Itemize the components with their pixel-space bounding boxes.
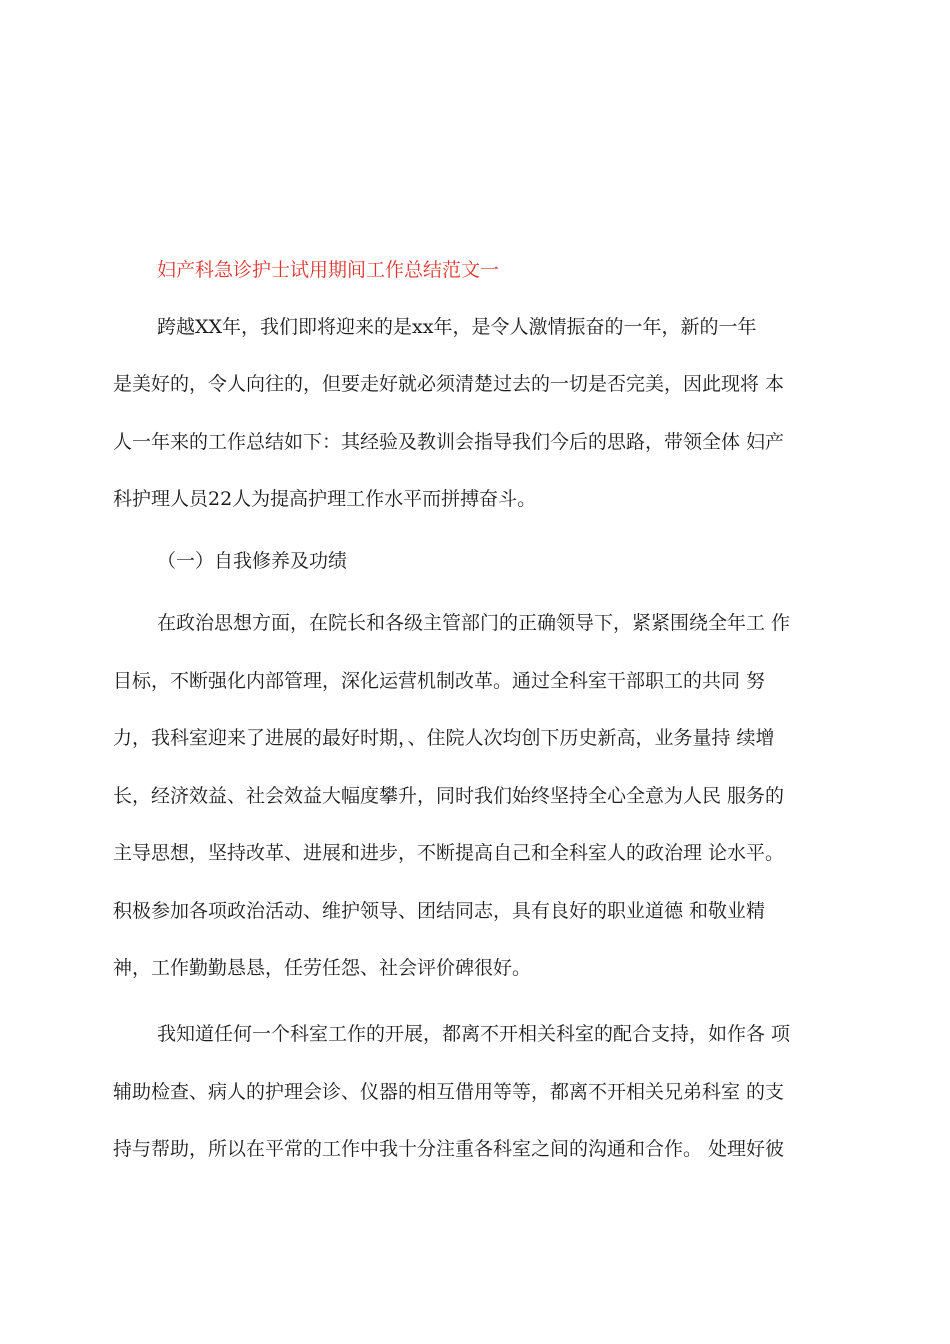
paragraph-1-line-2: 是美好的，令人向往的，但要走好就必须清楚过去的一切是否完美，因此现将 本 bbox=[113, 373, 785, 395]
paragraph-1-line-4: 科护理人员22人为提高护理工作水平而拼搏奋斗。 bbox=[113, 488, 537, 510]
document-title: 妇产科急诊护士试用期间工作总结范文一 bbox=[157, 259, 500, 281]
paragraph-2-line-6: 积极参加各项政治活动、维护领导、团结同志，具有良好的职业道德 和敬业精 bbox=[113, 900, 766, 922]
paragraph-1-line-1: 跨越XX年，我们即将迎来的是xx年，是令人激情振奋的一年，新的一年 bbox=[157, 316, 757, 338]
paragraph-2-line-4: 长，经济效益、社会效益大幅度攀升，同时我们始终坚持全心全意为人民 服务的 bbox=[113, 785, 785, 807]
paragraph-3-line-1: 我知道任何一个科室工作的开展，都离不开相关科室的配合支持，如作各 项 bbox=[157, 1023, 791, 1045]
paragraph-2-line-1: 在政治思想方面，在院长和各级主管部门的正确领导下，紧紧围绕全年工 作 bbox=[157, 612, 791, 634]
paragraph-2-line-7: 神，工作勤勤恳恳，任劳任怨、社会评价碑很好。 bbox=[113, 957, 532, 979]
paragraph-3-line-2: 辅助检查、病人的护理会诊、仪器的相互借用等等，都离不开相关兄弟科室 的支 bbox=[113, 1081, 785, 1103]
section-heading: （一）自我修养及功绩 bbox=[157, 550, 348, 572]
paragraph-3-line-3: 持与帮助，所以在平常的工作中我十分注重各科室之间的沟通和合作。 处理好彼 bbox=[113, 1138, 785, 1160]
paragraph-2-line-3: 力，我科室迎来了进展的最好时期，、住院人次均创下历史新高，业务量持 续增 bbox=[113, 727, 775, 749]
paragraph-1-line-3: 人一年来的工作总结如下：其经验及教训会指导我们今后的思路，带领全体 妇产 bbox=[113, 431, 785, 453]
paragraph-2-line-2: 目标，不断强化内部管理，深化运营机制改革。通过全科室干部职工的共同 努 bbox=[113, 670, 766, 692]
paragraph-2-line-5: 主导思想，坚持改革、进展和进步，不断提高自己和全科室人的政治理 论水平。 bbox=[113, 842, 785, 864]
